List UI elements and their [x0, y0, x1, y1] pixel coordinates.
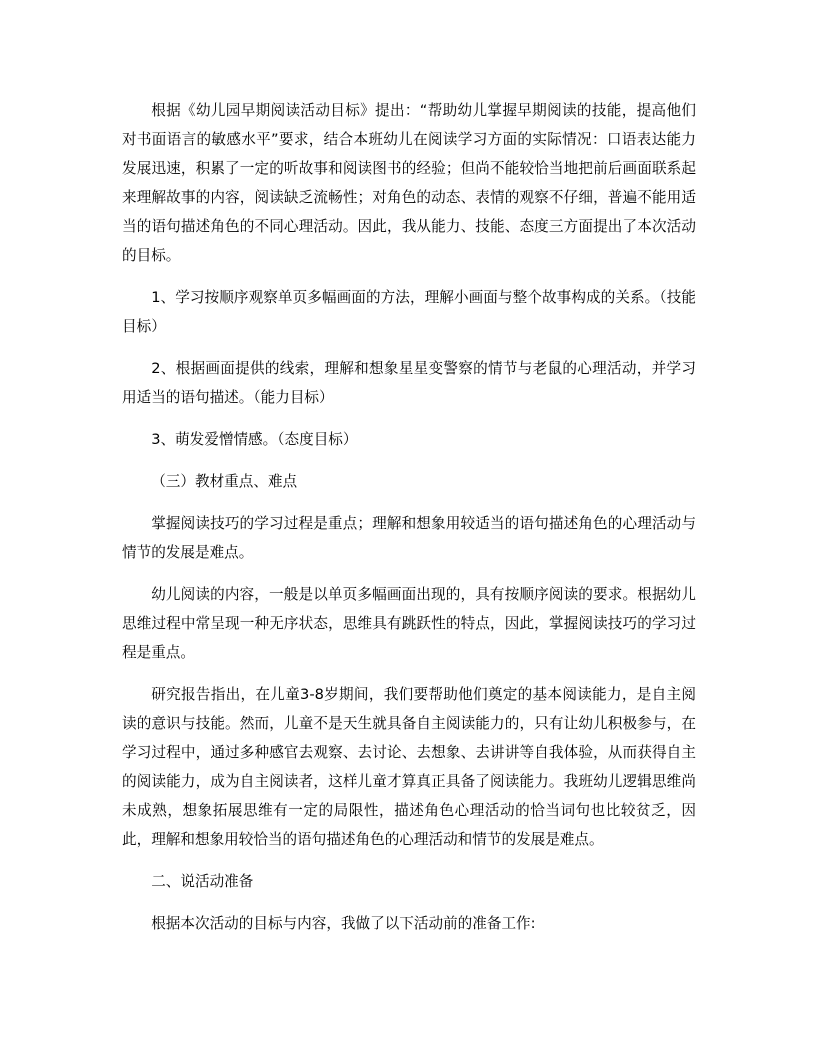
goal-item-1: 1、学习按顺序观察单页多幅画面的方法，理解小画面与整个故事构成的关系。（技能目标） — [122, 289, 696, 335]
section-heading-preparation: 二、说活动准备 — [151, 873, 254, 890]
goal-item-3: 3、萌发爱憎情感。（态度目标） — [151, 431, 358, 448]
section-heading-key-points: （三）教材重点、难点 — [151, 473, 298, 490]
paragraph-research-report: 研究报告指出，在儿童3-8岁期间，我们要帮助他们奠定的基本阅读能力，是自主阅读的意识与技能。然而，儿童不是天生就具备自主阅读能力的，只有让幼儿积极参与，在学习过程中，通过多种感官去观察、去讨论、去想象、去讲讲等自我体验，从而获得自主的阅读能力，成为自主阅读者，这样儿童才算真正具备了阅读能力。我班幼儿逻辑思维尚未成熟，想象拓展思维有一定的局限性，描述角色心理活动的恰当词句也比较贫乏，因此，理解和想象用较恰当的语句描述角色的心理活动和情节的发展是难点。 — [122, 686, 696, 848]
document-body — [122, 96, 696, 938]
paragraph-intro: 根据《幼儿园早期阅读活动目标》提出：“帮助幼儿掌握早期阅读的技能，提高他们对书面语言的敏感水平”要求，结合本班幼儿在阅读学习方面的实际情况：口语表达能力发展迅速，积累了一定的听故事和阅读图书的经验；但尚不能较恰当地把前后画面联系起来理解故事的内容，阅读缺乏流畅性；对角色的动态、表情的观察不仔细，普遍不能用适当的语句描述角色的不同心理活动。因此，我从能力、技能、态度三方面提出了本次活动的目标。 — [122, 102, 696, 264]
paragraph-reading-content: 幼儿阅读的内容，一般是以单页多幅画面出现的，具有按顺序阅读的要求。根据幼儿思维过程中常呈现一种无序状态，思维具有跳跃性的特点，因此，掌握阅读技巧的学习过程是重点。 — [122, 586, 696, 661]
paragraph-key-points: 掌握阅读技巧的学习过程是重点；理解和想象用较适当的语句描述角色的心理活动与情节的发展是难点。 — [122, 515, 696, 561]
paragraph-preparation: 根据本次活动的目标与内容，我做了以下活动前的准备工作: — [151, 915, 536, 932]
goal-item-2: 2、根据画面提供的线索，理解和想象星星变警察的情节与老鼠的心理活动，并学习用适当的语句描述。（能力目标） — [122, 360, 696, 406]
